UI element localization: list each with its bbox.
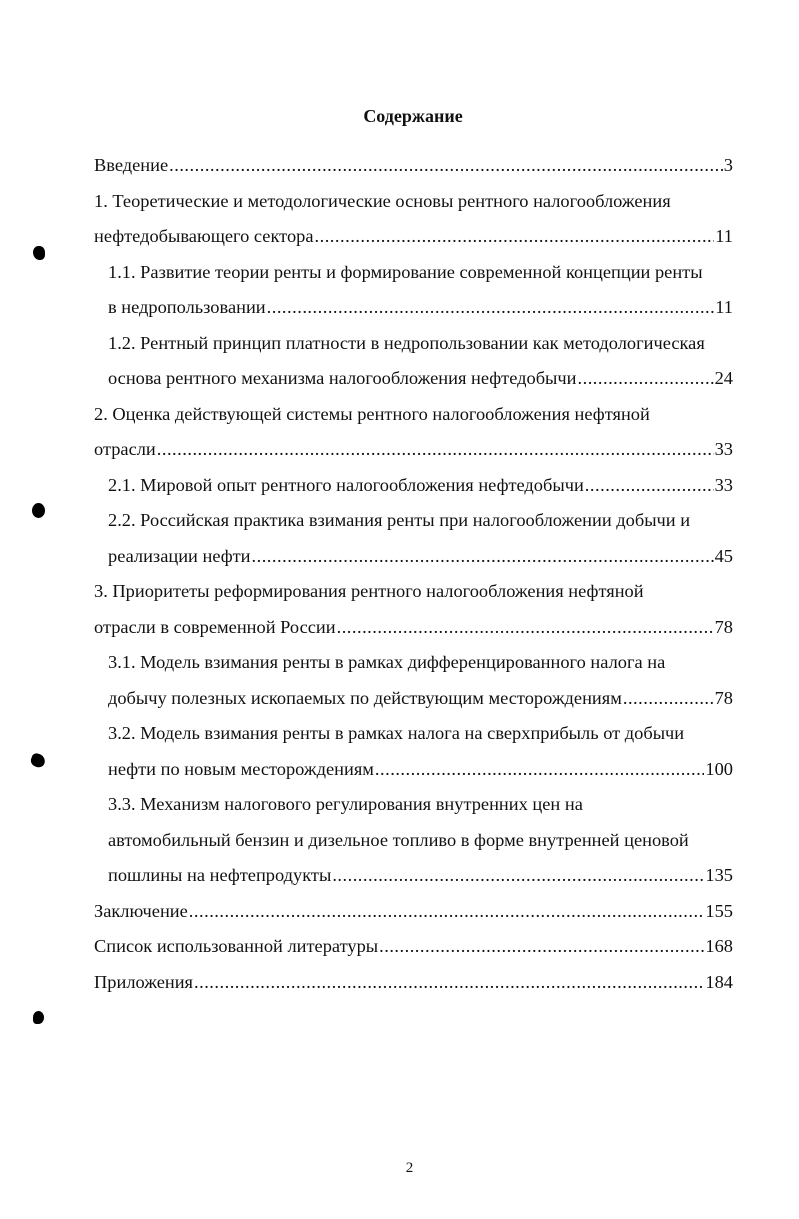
scan-mark-3	[29, 752, 47, 769]
toc-leader-dots	[252, 539, 714, 575]
toc-entry-ch1[interactable]	[94, 219, 733, 255]
toc-entry-s11-line1[interactable]: 1.1. Развитие теории ренты и формирование современной концепции ренты	[108, 261, 703, 282]
toc-entry-s22[interactable]	[94, 539, 733, 575]
toc-entry-s22-line1[interactable]: 2.2. Российская практика взимания ренты при налогообложении добычи и	[108, 510, 691, 530]
page-number: 2	[405, 1160, 414, 1176]
toc-entry-s33[interactable]	[94, 858, 733, 894]
toc-entry-text: Заключение	[94, 900, 188, 921]
toc-leader-dots	[623, 681, 714, 717]
toc-entry-conclusion[interactable]	[94, 894, 733, 930]
toc-entry-text: отрасли	[94, 439, 156, 459]
toc-page-number: 168	[705, 936, 733, 956]
toc-page-number: 24	[714, 368, 733, 388]
toc-entry-text: Список использованной литературы	[94, 936, 379, 956]
toc-leader-dots	[157, 432, 714, 468]
toc-entry-ch3[interactable]	[94, 610, 733, 646]
toc-leader-dots	[194, 965, 704, 1001]
toc-entry-text: отрасли в современной России	[94, 616, 336, 637]
toc-entry-s11[interactable]	[94, 290, 733, 326]
toc-page-number: 11	[715, 297, 733, 317]
toc-page-number: 45	[714, 545, 733, 566]
scan-mark-1	[33, 246, 45, 260]
toc-entry-text: нефтедобывающего сектора	[94, 226, 314, 246]
toc-page-number: 3	[723, 155, 733, 175]
scan-mark-4	[33, 1011, 44, 1024]
toc-page-number: 33	[714, 439, 733, 459]
toc-entry-s31[interactable]	[94, 681, 733, 717]
toc-leader-dots	[267, 290, 715, 326]
toc-entry-text: пошлины на нефтепродукты	[108, 865, 332, 885]
toc-entry-text: Приложения	[94, 971, 194, 992]
toc-entry-s31-line1[interactable]: 3.1. Модель взимания ренты в рамках дифференцированного налога на	[108, 652, 666, 672]
toc-entry-text: в недропользовании	[108, 297, 266, 317]
toc-entry-references[interactable]	[94, 929, 733, 965]
page-title: Содержание	[363, 106, 463, 126]
table-of-contents	[94, 148, 733, 1000]
toc-entry-s12[interactable]	[94, 361, 733, 397]
toc-entry-text: нефти по новым месторождениям	[108, 758, 374, 779]
toc-entry-ch3-line1[interactable]: 3. Приоритеты реформирования рентного налогообложения нефтяной	[94, 581, 644, 601]
toc-leader-dots	[375, 752, 704, 788]
toc-entry-ch1-line1[interactable]: 1. Теоретические и методологические основы рентного налогообложения	[94, 190, 671, 211]
toc-leader-dots	[189, 894, 705, 930]
toc-leader-dots	[379, 929, 704, 965]
toc-page-number: 78	[714, 616, 733, 637]
toc-leader-dots	[578, 361, 714, 397]
toc-entry-s32[interactable]	[94, 752, 733, 788]
toc-leader-dots	[315, 219, 715, 255]
toc-entry-text: Введение	[94, 155, 169, 175]
toc-leader-dots	[332, 858, 704, 894]
toc-page-number: 11	[715, 226, 733, 246]
toc-entry-s21[interactable]	[94, 468, 733, 504]
toc-leader-dots	[337, 610, 714, 646]
toc-entry-text: добычу полезных ископаемых по действующим месторождениям	[108, 687, 622, 708]
toc-entry-text: 2.1. Мировой опыт рентного налогообложения нефтедобычи	[108, 474, 584, 495]
toc-entry-intro[interactable]	[94, 148, 733, 184]
toc-leader-dots	[585, 468, 714, 504]
toc-page-number: 155	[705, 900, 733, 921]
toc-page-number: 184	[705, 971, 733, 992]
toc-entry-s12-line1[interactable]: 1.2. Рентный принцип платности в недропользовании как методологическая	[108, 332, 705, 353]
toc-entry-text: основа рентного механизма налогообложения нефтедобычи	[108, 368, 577, 388]
toc-leader-dots	[169, 148, 723, 184]
toc-entry-s32-line1[interactable]: 3.2. Модель взимания ренты в рамках налога на сверхприбыль от добычи	[108, 723, 685, 743]
toc-entry-s33-line2[interactable]: автомобильный бензин и дизельное топливо в форме внутренней ценовой	[108, 829, 689, 850]
toc-page-number: 78	[714, 687, 733, 708]
toc-entry-appendices[interactable]	[94, 965, 733, 1001]
scan-mark-2	[32, 503, 45, 518]
toc-entry-ch2-line1[interactable]: 2. Оценка действующей системы рентного налогообложения нефтяной	[94, 403, 650, 424]
toc-entry-ch2[interactable]	[94, 432, 733, 468]
toc-page-number: 135	[705, 865, 733, 885]
toc-page-number: 100	[705, 758, 733, 779]
toc-entry-s33-line1[interactable]: 3.3. Механизм налогового регулирования внутренних цен на	[108, 794, 583, 814]
toc-entry-text: реализации нефти	[108, 545, 251, 566]
toc-page-number: 33	[714, 474, 733, 495]
